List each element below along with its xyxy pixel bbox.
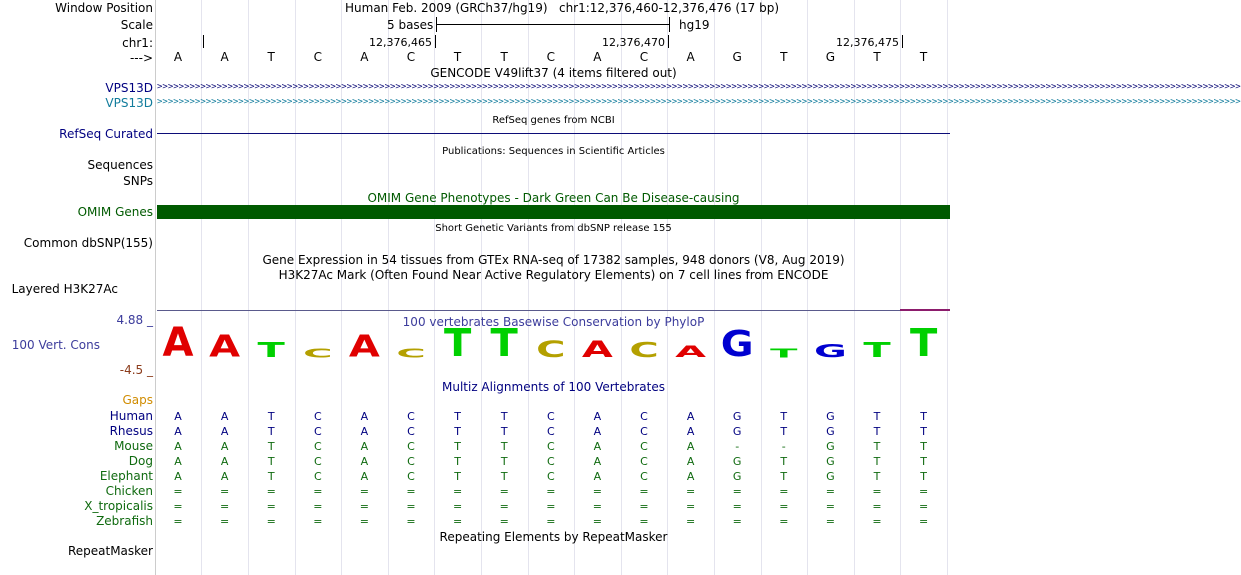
h3k27ac-title[interactable]: H3K27Ac Mark (Often Found Near Active Regulatory Elements) on 7 cell lines from ENCODE xyxy=(278,268,829,282)
species-label: Dog xyxy=(128,454,153,468)
alignment-base: T xyxy=(454,410,461,423)
alignment-base: C xyxy=(640,440,648,453)
alignment-base: C xyxy=(407,440,415,453)
coord-12376475: 12,376,475 xyxy=(836,36,899,49)
track-label-snps[interactable]: SNPs xyxy=(123,174,153,188)
alignment-base: A xyxy=(593,410,602,423)
alignment-base: A xyxy=(360,455,369,468)
alignment-base: G xyxy=(826,470,835,483)
alignment-base: A xyxy=(686,425,695,438)
alignment-base: C xyxy=(640,455,648,468)
species-label: Chicken xyxy=(105,484,153,498)
species-label: Zebrafish xyxy=(96,514,153,528)
logo-letter: A xyxy=(162,320,194,366)
refseq-gene-line[interactable] xyxy=(157,133,950,134)
track-label-h3k27ac[interactable]: Layered H3K27Ac xyxy=(11,282,118,296)
refseq-title[interactable]: RefSeq genes from NCBI xyxy=(492,115,615,126)
alignment-base: = xyxy=(313,515,323,528)
alignment-base: C xyxy=(546,470,555,483)
alignment-base: = xyxy=(219,500,230,513)
alignment-base: G xyxy=(732,455,742,468)
alignment-base: T xyxy=(920,440,927,453)
alignment-base: G xyxy=(826,440,835,453)
cons-min-value: -4.5 _ xyxy=(119,363,153,377)
alignment-base: T xyxy=(454,455,461,468)
gtex-title[interactable]: Gene Expression in 54 tissues from GTEx RNA-seq of 17382 samples, 948 donors (V8, Aug 2019) xyxy=(262,253,845,267)
alignment-base: T xyxy=(500,455,508,468)
reference-base: T xyxy=(500,50,508,64)
alignment-base: C xyxy=(640,410,648,423)
alignment-base: = xyxy=(918,515,929,528)
logo-letter: A xyxy=(581,337,613,363)
window-position-label: Window Position xyxy=(55,1,153,15)
logo-letter: C xyxy=(536,337,566,363)
alignment-base: T xyxy=(500,410,508,423)
repeatmasker-title[interactable]: Repeating Elements by RepeatMasker xyxy=(439,530,668,544)
alignment-base: T xyxy=(920,455,927,468)
alignment-base: - xyxy=(781,440,786,453)
alignment-base: T xyxy=(920,470,927,483)
cons-max-value: 4.88 _ xyxy=(116,313,153,327)
alignment-base: A xyxy=(174,455,182,468)
alignment-base: = xyxy=(406,515,416,528)
alignment-base: T xyxy=(920,425,927,438)
alignment-base: T xyxy=(267,425,275,438)
alignment-base: A xyxy=(220,470,229,483)
logo-letter: T xyxy=(863,339,891,362)
reference-base: A xyxy=(220,50,229,64)
alignment-base: = xyxy=(452,500,463,513)
alignment-base: T xyxy=(780,455,788,468)
alignment-base: = xyxy=(313,500,323,513)
coord-12376470: 12,376,470 xyxy=(602,36,665,49)
reference-base: T xyxy=(919,50,928,64)
alignment-base: = xyxy=(685,500,696,513)
alignment-base: = xyxy=(732,485,742,498)
alignment-base: = xyxy=(499,515,509,528)
track-label-common-dbsnp[interactable]: Common dbSNP(155) xyxy=(23,236,153,250)
logo-letter: T xyxy=(490,321,518,366)
scale-db: hg19 xyxy=(679,18,710,32)
alignment-base: = xyxy=(918,485,929,498)
logo-letter: T xyxy=(770,346,798,361)
alignment-base: = xyxy=(499,485,509,498)
alignment-base: T xyxy=(454,440,461,453)
logo-letter: T xyxy=(257,339,285,362)
coord-tick-475 xyxy=(902,35,903,48)
alignment-base: T xyxy=(873,455,881,468)
logo-letter: A xyxy=(675,342,707,362)
coord-tick-470 xyxy=(668,35,669,48)
alignment-base: - xyxy=(735,440,740,453)
reference-base: C xyxy=(639,50,649,64)
track-label-gaps: Gaps xyxy=(122,393,153,407)
publications-title[interactable]: Publications: Sequences in Scientific Articles xyxy=(442,146,665,157)
scale-bar xyxy=(436,24,669,25)
position-readout: chr1:12,376,460-12,376,476 (17 bp) xyxy=(558,1,780,15)
alignment-base: = xyxy=(872,515,882,528)
reference-base: T xyxy=(453,50,462,64)
alignment-base: = xyxy=(546,515,556,528)
alignment-base: = xyxy=(406,500,416,513)
alignment-base: G xyxy=(826,425,835,438)
alignment-base: = xyxy=(173,500,183,513)
alignment-base: A xyxy=(174,425,182,438)
track-label-refseq[interactable]: RefSeq Curated xyxy=(59,127,153,141)
alignment-base: C xyxy=(640,425,648,438)
alignment-base: = xyxy=(592,500,602,513)
species-label: X_tropicalis xyxy=(84,499,153,513)
alignment-base: C xyxy=(407,425,415,438)
reference-base: C xyxy=(546,50,555,64)
alignment-base: A xyxy=(174,470,182,483)
vps13d-gene-1[interactable]: >>>>>>>>>>>>>>>>>>>>>>>>>>>>>>>>>>>>>>>>>>>>>>>>>>>>>>>>>>>>>>>>>>>>>>>>>>>>>>>>>>>>>>>>>>>>>>>>>>>>>>>>>>>>>>>>>>>>>>>>>>>>>>>>>>>>>>>>>>>>>>>>>>>>>>>>>>>>>>>>>>>>>>>>>>>>>>>>>>>>>>>>>>>>>>>>>>>>>>>> xyxy=(157,82,1241,92)
alignment-base: A xyxy=(686,455,695,468)
scale-bar-right-tick xyxy=(669,17,670,32)
alignment-base: G xyxy=(826,410,835,423)
alignment-base: = xyxy=(825,500,835,513)
alignment-base: = xyxy=(872,500,882,513)
alignment-base: = xyxy=(872,485,882,498)
reference-base: T xyxy=(267,50,275,64)
alignment-base: = xyxy=(779,515,789,528)
alignment-base: T xyxy=(454,425,461,438)
alignment-base: A xyxy=(360,470,369,483)
alignment-base: = xyxy=(592,515,602,528)
assembly-name: Human Feb. 2009 (GRCh37/hg19) xyxy=(345,1,548,15)
reference-base: C xyxy=(313,50,322,64)
alignment-base: A xyxy=(220,425,229,438)
species-label: Human xyxy=(109,409,153,423)
alignment-base: A xyxy=(593,440,602,453)
alignment-base: C xyxy=(313,455,322,468)
logo-letter: C xyxy=(303,346,333,361)
alignment-base: G xyxy=(732,410,742,423)
logo-letter: T xyxy=(443,321,472,366)
alignment-base: = xyxy=(825,515,835,528)
alignment-base: C xyxy=(546,425,555,438)
h3k27ac-baseline xyxy=(157,310,950,311)
alignment-base: T xyxy=(500,470,508,483)
coord-tick-460 xyxy=(203,35,204,48)
alignment-base: = xyxy=(452,515,463,528)
alignment-base: C xyxy=(407,470,415,483)
reference-base: A xyxy=(360,50,369,64)
alignment-base: = xyxy=(685,515,696,528)
alignment-base: = xyxy=(592,485,602,498)
alignment-base: T xyxy=(920,410,927,423)
alignment-base: T xyxy=(267,470,275,483)
alignment-base: C xyxy=(313,410,322,423)
alignment-base: A xyxy=(593,455,602,468)
alignment-base: = xyxy=(639,485,649,498)
alignment-base: T xyxy=(873,470,881,483)
alignment-base: = xyxy=(313,485,323,498)
track-label-omim[interactable]: OMIM Genes xyxy=(77,205,153,219)
alignment-base: = xyxy=(452,485,463,498)
alignment-base: = xyxy=(546,500,556,513)
track-label-vps13d-2[interactable]: VPS13D xyxy=(105,96,153,110)
alignment-base: = xyxy=(219,515,230,528)
alignment-base: = xyxy=(779,500,789,513)
alignment-base: A xyxy=(686,410,695,423)
alignment-base: = xyxy=(359,500,369,513)
track-label-vps13d-1[interactable]: VPS13D xyxy=(105,81,153,95)
scale-label: Scale xyxy=(120,18,153,32)
omim-title[interactable]: OMIM Gene Phenotypes - Dark Green Can Be Disease-causing xyxy=(367,191,740,205)
alignment-base: G xyxy=(732,470,742,483)
alignment-base: = xyxy=(732,515,742,528)
alignment-base: C xyxy=(313,440,322,453)
vps13d-gene-2[interactable]: >>>>>>>>>>>>>>>>>>>>>>>>>>>>>>>>>>>>>>>>>>>>>>>>>>>>>>>>>>>>>>>>>>>>>>>>>>>>>>>>>>>>>>>>>>>>>>>>>>>>>>>>>>>>>>>>>>>>>>>>>>>>>>>>>>>>>>>>>>>>>>>>>>>>>>>>>>>>>>>>>>>>>>>>>>>>>>>>>>>>>>>>>>>>>>>>>>>>>>>> xyxy=(157,97,1241,107)
species-label: Rhesus xyxy=(109,424,153,438)
alignment-base: A xyxy=(220,440,229,453)
alignment-base: T xyxy=(267,440,275,453)
alignment-base: = xyxy=(639,500,649,513)
logo-letter: C xyxy=(396,346,426,361)
reference-base: G xyxy=(732,50,742,64)
alignment-base: = xyxy=(732,500,742,513)
alignment-base: C xyxy=(407,410,415,423)
reference-base: A xyxy=(173,50,183,64)
alignment-base: = xyxy=(266,515,276,528)
alignment-base: = xyxy=(266,500,276,513)
alignment-base: = xyxy=(825,485,835,498)
alignment-base: C xyxy=(313,425,322,438)
alignment-base: A xyxy=(220,410,229,423)
alignment-base: A xyxy=(360,425,369,438)
logo-letter: A xyxy=(348,329,380,364)
alignment-base: T xyxy=(500,425,508,438)
coord-12376465: 12,376,465 xyxy=(369,36,432,49)
reference-base: T xyxy=(873,50,881,64)
alignment-base: = xyxy=(499,500,509,513)
alignment-base: = xyxy=(173,515,183,528)
alignment-base: = xyxy=(918,500,929,513)
chr-label: chr1: xyxy=(122,36,153,50)
alignment-base: A xyxy=(593,425,602,438)
multiz-title[interactable]: Multiz Alignments of 100 Vertebrates xyxy=(441,380,666,394)
alignment-base: C xyxy=(546,410,555,423)
alignment-base: A xyxy=(174,440,182,453)
assembly-position xyxy=(345,1,779,15)
alignment-base: = xyxy=(359,515,369,528)
alignment-base: T xyxy=(500,440,508,453)
alignment-base: T xyxy=(873,410,881,423)
alignment-base: = xyxy=(219,485,230,498)
alignment-base: = xyxy=(406,485,416,498)
strand-arrow-label[interactable]: ---> xyxy=(129,51,153,65)
alignment-base: G xyxy=(732,425,742,438)
alignment-base: C xyxy=(546,455,555,468)
alignment-base: T xyxy=(267,410,275,423)
alignment-base: A xyxy=(360,410,369,423)
track-label-sequences[interactable]: Sequences xyxy=(87,158,153,172)
reference-base: G xyxy=(825,50,836,64)
coord-tick-465 xyxy=(435,35,436,48)
logo-letter: G xyxy=(720,323,754,366)
alignment-base: T xyxy=(780,425,788,438)
dbsnp-title[interactable]: Short Genetic Variants from dbSNP release 155 xyxy=(435,223,672,234)
alignment-base: A xyxy=(686,470,695,483)
alignment-base: = xyxy=(359,485,369,498)
logo-letter: T xyxy=(909,321,938,366)
alignment-base: C xyxy=(407,455,415,468)
track-label-repeatmasker[interactable]: RepeatMasker xyxy=(67,544,153,558)
alignment-base: T xyxy=(780,410,788,423)
omim-gene-bar[interactable] xyxy=(157,205,950,219)
alignment-base: C xyxy=(313,470,322,483)
alignment-base: T xyxy=(267,455,275,468)
alignment-base: = xyxy=(639,515,649,528)
alignment-base: A xyxy=(220,455,229,468)
reference-base: C xyxy=(406,50,416,64)
alignment-base: A xyxy=(686,440,695,453)
alignment-base: T xyxy=(873,425,881,438)
reference-base: T xyxy=(780,50,788,64)
alignment-base: = xyxy=(546,485,556,498)
logo-letter: C xyxy=(629,339,659,362)
h3k27ac-signal xyxy=(900,309,950,311)
scale-text: 5 bases xyxy=(387,18,434,32)
reference-base: A xyxy=(686,50,695,64)
logo-letter: G xyxy=(813,340,847,362)
alignment-base: G xyxy=(826,455,835,468)
alignment-base: C xyxy=(640,470,648,483)
alignment-base: A xyxy=(593,470,602,483)
species-label: Mouse xyxy=(114,439,153,453)
alignment-base: C xyxy=(546,440,555,453)
alignment-base: = xyxy=(779,485,789,498)
gencode-title[interactable]: GENCODE V49lift37 (4 items filtered out) xyxy=(430,66,677,80)
track-label-100-vert-cons[interactable]: 100 Vert. Cons xyxy=(11,338,100,352)
conservation-title[interactable]: 100 vertebrates Basewise Conservation by PhyloP xyxy=(402,315,705,329)
alignment-base: = xyxy=(266,485,276,498)
alignment-base: A xyxy=(360,440,369,453)
alignment-base: T xyxy=(454,470,461,483)
reference-base: A xyxy=(593,50,602,64)
species-label: Elephant xyxy=(99,469,153,483)
scale-bar-left-tick xyxy=(436,17,437,32)
alignment-base: = xyxy=(173,485,183,498)
alignment-base: T xyxy=(873,440,881,453)
alignment-base: A xyxy=(174,410,182,423)
label-separator xyxy=(155,0,156,575)
alignment-base: T xyxy=(780,470,788,483)
logo-letter: A xyxy=(209,329,241,364)
alignment-base: = xyxy=(685,485,696,498)
